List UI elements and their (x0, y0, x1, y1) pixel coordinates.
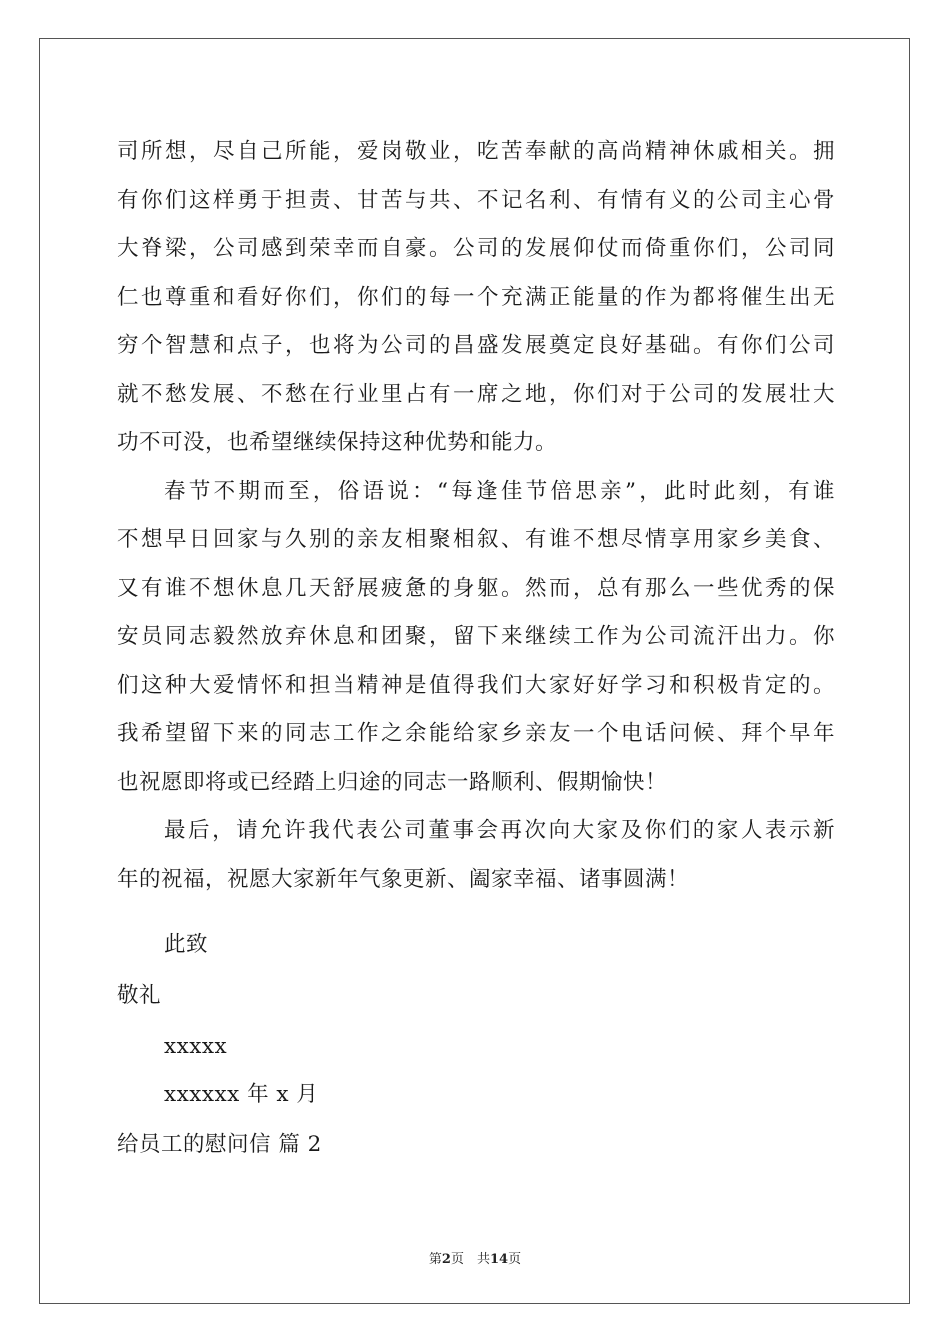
page-footer (0, 1248, 950, 1267)
paragraph-3 (117, 807, 835, 904)
paragraph-1 (117, 128, 835, 468)
text-line: 司所想，尽自己所能，爱岗敬业，吃苦奉献的高尚精神休戚相关。拥 (117, 139, 835, 164)
footer-mid: 页 共 (450, 1252, 490, 1267)
text-line: 功不可没，也希望继续保持这种优势和能力。 (117, 430, 558, 455)
text-line: 不想早日回家与久别的亲友相聚相叙、有谁不想尽情享用家乡美食、 (117, 527, 835, 552)
text-line: 我希望留下来的同志工作之余能给家乡亲友一个电话问候、拜个早年 (117, 721, 835, 746)
footer-suffix: 页 (508, 1252, 522, 1267)
text-line: 们这种大爱情怀和担当精神是值得我们大家好好学习和积极肯定的。 (117, 672, 835, 698)
text-line: 又有谁不想休息几天舒展疲惫的身躯。然而，总有那么一些优秀的保 (117, 575, 835, 601)
text-line: 安员同志毅然放弃休息和团聚，留下来继续工作为公司流汗出力。你 (117, 624, 835, 649)
text-line: 最后，请允许我代表公司董事会再次向大家及你们的家人表示新 (164, 818, 835, 843)
letter-date: xxxxxx 年 x 月 (164, 1082, 319, 1107)
text-line: 年的祝福，祝愿大家新年气象更新、阖家幸福、诸事圆满！ (117, 866, 690, 892)
text-line: 就不愁发展、不愁在行业里占有一席之地，你们对于公司的发展壮大 (117, 381, 835, 407)
letter-body (117, 128, 835, 904)
footer-prefix: 第 (428, 1252, 442, 1267)
salutation-jingli: 敬礼 (117, 983, 162, 1008)
text-line: 大脊梁，公司感到荣幸而自豪。公司的发展仰仗而倚重你们，公司同 (117, 236, 835, 261)
signature: xxxxx (164, 1034, 228, 1059)
text-line: 春节不期而至，俗语说：“每逢佳节倍思亲”，此时此刻，有谁 (164, 478, 835, 504)
text-line: 仁也尊重和看好你们，你们的每一个充满正能量的作为都将催生出无 (117, 284, 835, 310)
text-line: 也祝愿即将或已经踏上归途的同志一路顺利、假期愉快！ (117, 769, 668, 795)
text-line: 穷个智慧和点子，也将为公司的昌盛发展奠定良好基础。有你们公司 (117, 333, 835, 358)
total-page-number: 14 (489, 1252, 509, 1267)
text-line: 有你们这样勇于担责、甘苦与共、不记名利、有情有义的公司主心骨 (117, 187, 835, 213)
salutation-cizhi: 此致 (164, 932, 209, 957)
paragraph-2 (117, 468, 835, 808)
current-page-number: 2 (441, 1252, 451, 1267)
next-section-title: 给员工的慰问信 篇 2 (117, 1132, 322, 1157)
